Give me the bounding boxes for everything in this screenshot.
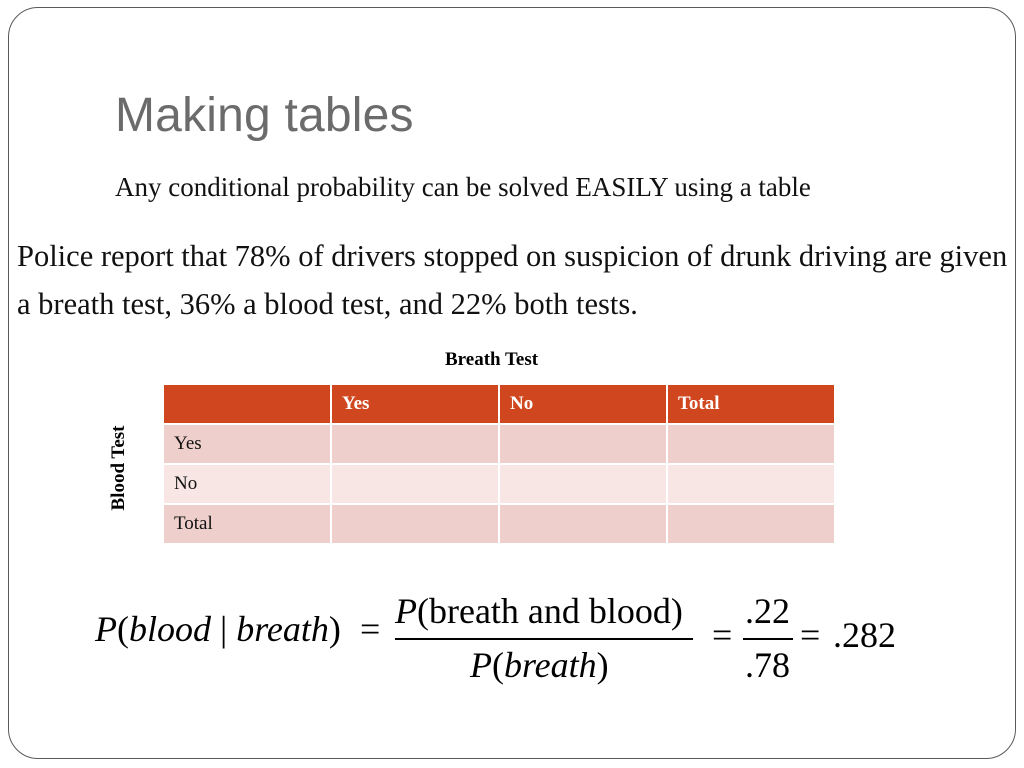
- table-cell: [667, 504, 835, 544]
- fraction2-denominator: .78: [745, 645, 790, 685]
- row-label-cell: Total: [163, 504, 331, 544]
- slide-subtitle: Any conditional probability can be solved EASILY using a table: [115, 172, 811, 202]
- table-cell: [499, 504, 667, 544]
- fraction2-bar: [743, 638, 793, 640]
- table-header-cell: Total: [667, 384, 835, 424]
- lhs-event: blood: [129, 609, 212, 649]
- denom-close-paren: ): [596, 645, 609, 685]
- numer-text: (breath and blood): [417, 591, 683, 631]
- table-row: [163, 504, 835, 544]
- table-header-cell: [163, 384, 331, 424]
- lhs-p: P: [95, 609, 117, 649]
- formula-result: .282: [833, 615, 896, 655]
- table-row: [163, 464, 835, 504]
- numer-p: P: [395, 591, 417, 631]
- table-header-cell: No: [499, 384, 667, 424]
- lhs-given: breath: [236, 609, 329, 649]
- denom-open-paren: (: [492, 645, 504, 685]
- slide-title: Making tables: [115, 89, 414, 142]
- table-cell: [499, 424, 667, 464]
- fraction2-numerator: .22: [745, 591, 790, 631]
- row-label-cell: Yes: [163, 424, 331, 464]
- equals-sign-3: =: [800, 615, 821, 655]
- fraction-denominator: [470, 644, 609, 686]
- conditional-probability-formula: [95, 588, 915, 688]
- fraction-bar: [395, 638, 693, 640]
- problem-statement: Police report that 78% of drivers stopped on suspicion of drunk driving are given a breath test, 36% a blood test, and 22% both tests.: [17, 239, 1008, 321]
- column-header-breath-test: Breath Test: [445, 349, 539, 370]
- row-header-blood-test: Blood Test: [108, 425, 129, 511]
- table-cell: [331, 504, 499, 544]
- two-way-table: [162, 383, 836, 545]
- equals-sign: =: [360, 609, 381, 649]
- row-label-cell: No: [163, 464, 331, 504]
- fraction-numerator: [395, 590, 683, 632]
- table-row: [163, 424, 835, 464]
- table-cell: [331, 464, 499, 504]
- formula-lhs: [95, 608, 341, 650]
- lhs-given-bar: |: [211, 609, 237, 649]
- lhs-close-paren: ): [328, 609, 341, 649]
- table-header-row: [163, 384, 835, 424]
- table-cell: [667, 424, 835, 464]
- table-cell: [667, 464, 835, 504]
- table-cell: [499, 464, 667, 504]
- table-cell: [331, 424, 499, 464]
- equals-sign-2: =: [712, 615, 733, 655]
- denom-text: breath: [504, 645, 597, 685]
- lhs-open-paren: (: [117, 609, 129, 649]
- denom-p: P: [470, 645, 492, 685]
- table-header-cell: Yes: [331, 384, 499, 424]
